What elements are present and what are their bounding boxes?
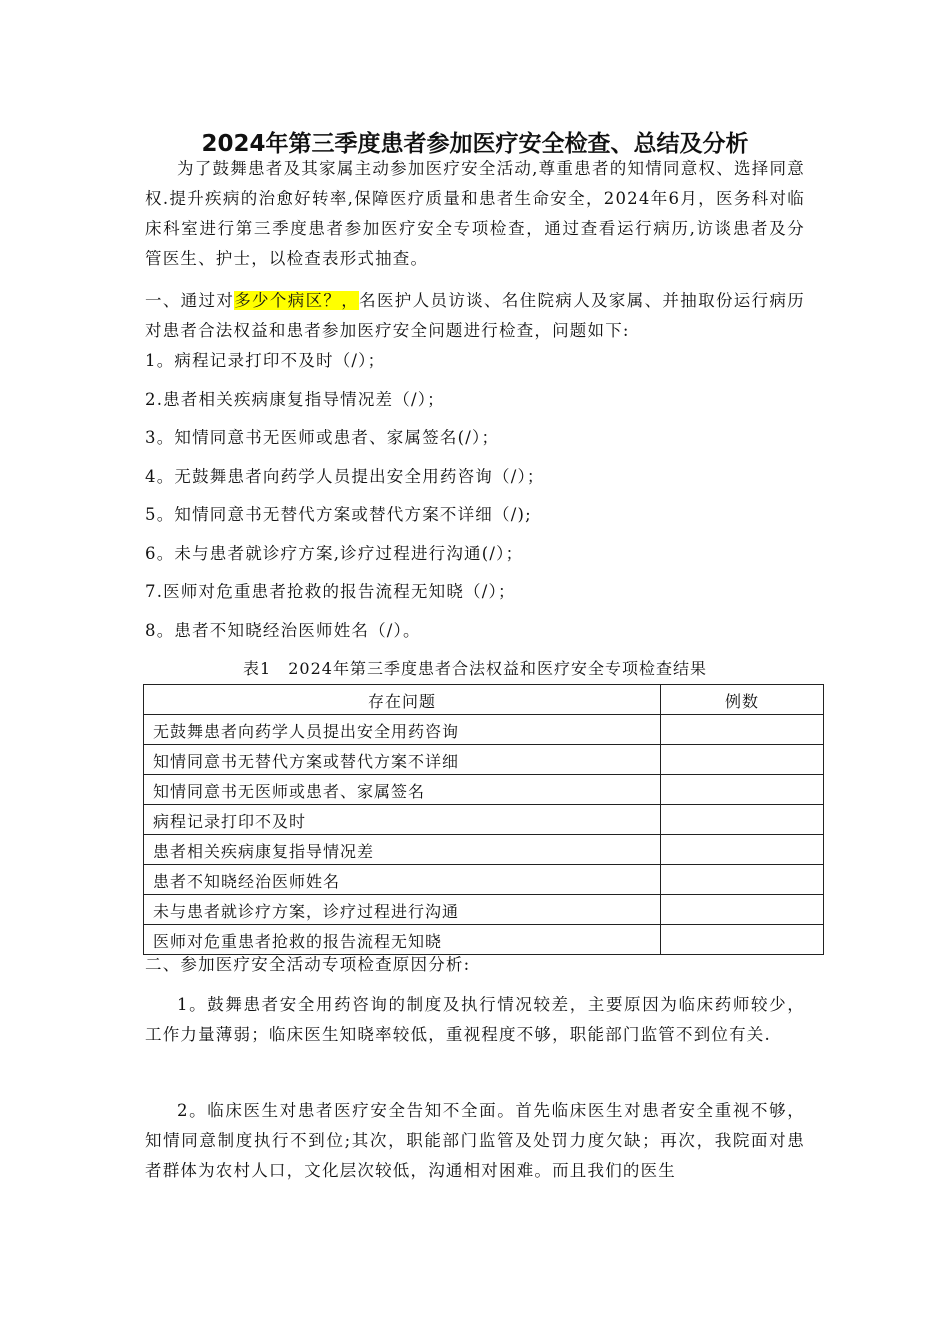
- count-cell: [661, 715, 824, 745]
- issue-item: 7.医师对危重患者抢救的报告流程无知晓（/）；: [145, 582, 516, 601]
- problem-cell: 未与患者就诊疗方案，诊疗过程进行沟通: [144, 895, 661, 925]
- section1-paragraph: [145, 286, 805, 346]
- count-cell: [661, 775, 824, 805]
- table-row: [144, 865, 824, 895]
- intro-paragraph: 为了鼓舞患者及其家属主动参加医疗安全活动,尊重患者的知情同意权、选择同意权.提升疾病的治愈好转率,保障医疗质量和患者生命安全，2024年6月，医务科对临床科室进行第三季度患者参加医疗安全专项检查，通过查看运行病历,访谈患者及分管医生、护士，以检查表形式抽查。: [145, 159, 805, 268]
- count-cell: [661, 745, 824, 775]
- problem-cell: 知情同意书无替代方案或替代方案不详细: [144, 745, 661, 775]
- table-row: [144, 805, 824, 835]
- table-row: [144, 895, 824, 925]
- document-title: 2024年第三季度患者参加医疗安全检查、总结及分析: [201, 131, 749, 157]
- table-row: [144, 775, 824, 805]
- problem-cell: 知情同意书无医师或患者、家属签名: [144, 775, 661, 805]
- result-table: [143, 684, 824, 955]
- section2-paragraph-2: 2。临床医生对患者医疗安全告知不全面。首先临床医生对患者安全重视不够，知情同意制度执行不到位;其次，职能部门监管及处罚力度欠缺；再次，我院面对患者群体为农村人口，文化层次较低，沟通相对困难。而且我们的医生: [145, 1101, 805, 1180]
- table-row: [144, 745, 824, 775]
- highlighted-question: 多少个病区？，: [234, 291, 360, 310]
- issue-item: 6。未与患者就诊疗方案,诊疗过程进行沟通(/）；: [145, 543, 524, 563]
- header-problem: 存在问题: [144, 685, 661, 715]
- problem-cell: 患者不知晓经治医师姓名: [144, 865, 661, 895]
- table-row: [144, 835, 824, 865]
- table-row: [144, 715, 824, 745]
- count-cell: [661, 835, 824, 865]
- issue-item: 2.患者相关疾病康复指导情况差（/）；: [145, 389, 445, 409]
- problem-cell: 病程记录打印不及时: [144, 805, 661, 835]
- count-cell: [661, 895, 824, 925]
- count-cell: [661, 865, 824, 895]
- problem-cell: 医师对危重患者抢救的报告流程无知晓: [144, 925, 661, 955]
- issue-item: 1。病程记录打印不及时（/）；: [145, 351, 386, 370]
- problem-cell: 无鼓舞患者向药学人员提出安全用药咨询: [144, 715, 661, 745]
- section1-suffix: 名医护人员访谈、名住院病人及家属、并抽取份运行病历对患者合法权益和患者参加医疗安全问题进行检查，问题如下:: [145, 291, 806, 340]
- problem-cell: 患者相关疾病康复指导情况差: [144, 835, 661, 865]
- count-cell: [661, 805, 824, 835]
- section1-prefix: 一、通过对: [145, 291, 235, 310]
- table-caption: 表1 2024年第三季度患者合法权益和医疗安全专项检查结果: [243, 659, 707, 678]
- section2-heading: 二、参加医疗安全活动专项检查原因分析:: [145, 955, 471, 974]
- section2-paragraph-1: 1。鼓舞患者安全用药咨询的制度及执行情况较差，主要原因为临床药师较少，工作力量薄弱；临床医生知晓率较低，重视程度不够，职能部门监管不到位有关.: [145, 995, 805, 1044]
- header-count: 例数: [661, 685, 824, 715]
- table-header-row: [144, 685, 824, 715]
- count-cell: [661, 925, 824, 955]
- issue-item: 5。知情同意书无替代方案或替代方案不详细（/);: [145, 505, 532, 524]
- issue-item: 8。患者不知晓经治医师姓名（/）。: [145, 620, 421, 640]
- issue-item: 3。知情同意书无医师或患者、家属签名(/）；: [145, 428, 500, 447]
- issue-item: 4。无鼓舞患者向药学人员提出安全用药咨询（/）；: [145, 466, 545, 486]
